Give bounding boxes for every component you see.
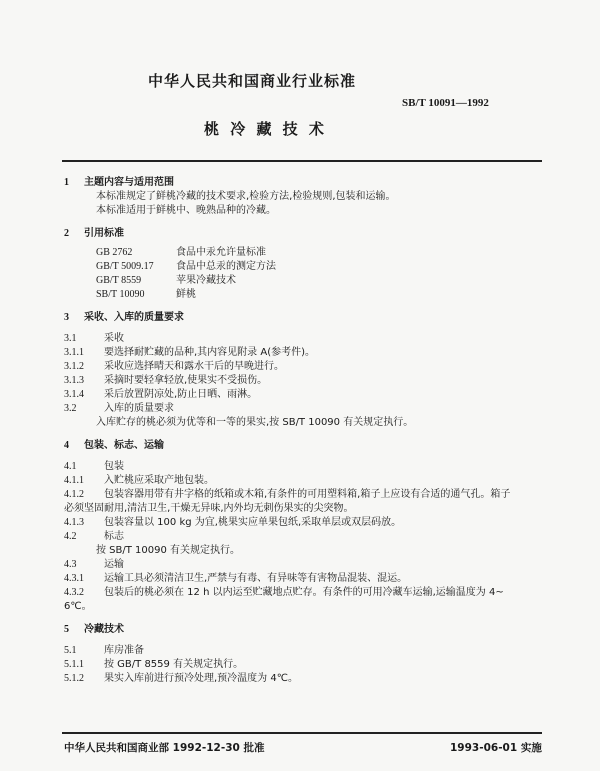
- footer-divider: [62, 732, 542, 734]
- clause: 4.1.1 入贮桃应采取产地包装。: [64, 475, 214, 486]
- standard-category-title: 中华人民共和国商业行业标准: [148, 72, 357, 90]
- clause: 3.1.3 采摘时要轻拿轻放,使果实不受损伤。: [64, 375, 268, 386]
- clause: 3.1.1 要选择耐贮藏的品种,其内容见附录 A(参考件)。: [64, 347, 316, 358]
- document-body: [64, 176, 544, 686]
- paragraph: 本标准适用于鲜桃中、晚熟品种的冷藏。: [96, 205, 276, 216]
- paragraph: 按 SB/T 10090 有关规定执行。: [96, 545, 241, 556]
- clause: 3.2 入库的质量要求: [64, 403, 174, 414]
- clause: 4.3 运输: [64, 559, 124, 570]
- standard-code: SB/T 10091—1992: [402, 97, 489, 109]
- clause-continuation: 6℃。: [64, 601, 92, 612]
- clause: 4.1.3 包装容量以 100 kg 为宜,桃果实应单果包纸,采取单层或双层码放。: [64, 517, 402, 528]
- clause: 5.1.2 果实入库前进行预冷处理,预冷温度为 4℃。: [64, 673, 298, 684]
- clause: 4.1 包装: [64, 461, 124, 472]
- clause: 5.1.1 按 GB/T 8559 有关规定执行。: [64, 659, 244, 670]
- section-heading: 3 采收、入库的质量要求: [64, 312, 184, 323]
- clause: 3.1.2 采收应选择晴天和露水干后的早晚进行。: [64, 361, 284, 372]
- clause-continuation: 必须坚固耐用,清洁卫生,干燥无异味,内外均无刺伤果实的尖突物。: [64, 503, 354, 514]
- document-title: 桃 冷 藏 技 术: [204, 120, 327, 138]
- section-heading: 2 引用标准: [64, 228, 124, 239]
- clause: 4.3.1 运输工具必须清洁卫生,严禁与有毒、有异味等有害物品混装、混运。: [64, 573, 408, 584]
- paragraph: 入库贮存的桃必须为优等和一等的果实,按 SB/T 10090 有关规定执行。: [96, 417, 414, 428]
- section-heading: 4 包装、标志、运输: [64, 440, 164, 451]
- approval-note: 中华人民共和国商业部 1992-12-30 批准: [64, 742, 265, 754]
- clause: 4.2 标志: [64, 531, 124, 542]
- section-heading: 1 主题内容与适用范围: [64, 177, 174, 188]
- header-divider: [62, 160, 542, 162]
- reference-item: GB/T 5009.17 食品中总汞的测定方法: [96, 261, 276, 272]
- reference-item: SB/T 10090 鲜桃: [96, 289, 196, 300]
- clause: 5.1 库房准备: [64, 645, 144, 656]
- effective-date: 1993-06-01 实施: [450, 742, 542, 754]
- section-heading: 5 冷藏技术: [64, 624, 124, 635]
- reference-item: GB/T 8559 苹果冷藏技术: [96, 275, 236, 286]
- clause: 3.1.4 采后放置阴凉处,防止日晒、雨淋。: [64, 389, 258, 400]
- clause: 3.1 采收: [64, 333, 124, 344]
- clause: 4.1.2 包装容器用带有井字格的纸箱或木箱,有条件的可用塑料箱,箱子上应设有合适的通气孔。箱子: [64, 489, 511, 500]
- paragraph: 本标准规定了鲜桃冷藏的技术要求,检验方法,检验规则,包装和运输。: [96, 191, 396, 202]
- clause: 4.3.2 包装后的桃必须在 12 h 以内运至贮藏地点贮存。有条件的可用冷藏车运输,运输温度为 4~: [64, 587, 504, 598]
- reference-item: GB 2762 食品中汞允许量标准: [96, 247, 266, 258]
